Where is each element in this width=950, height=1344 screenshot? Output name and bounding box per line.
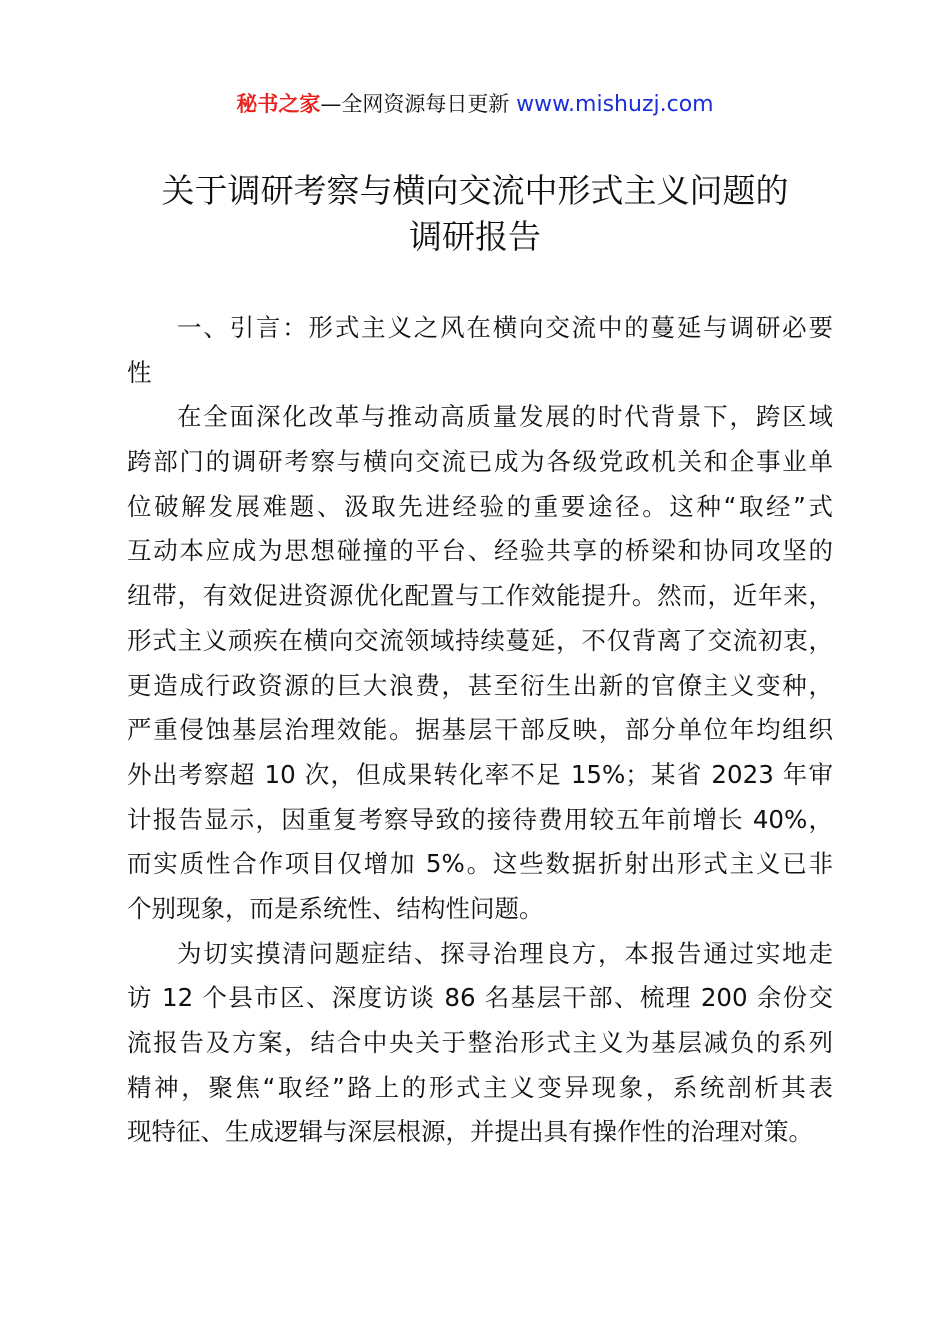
paragraph-line: 精神，聚焦“取经”路上的形式主义变异现象，系统剖析其表 [127,1072,833,1102]
heading-line: 性 [127,357,152,387]
document-title [0,168,950,260]
paragraph-line: 外出考察超 10 次，但成果转化率不足 15%；某省 2023 年审 [127,759,833,789]
paragraph [127,395,833,931]
document-body [127,306,833,1155]
paragraph-line: 严重侵蚀基层治理效能。据基层干部反映，部分单位年均组织 [127,715,833,745]
paragraph-line: 个别现象，而是系统性、结构性问题。 [127,893,544,923]
heading-line: 一、引言：形式主义之风在横向交流中的蔓延与调研必要 [177,313,833,342]
section-heading [127,306,833,395]
site-url-link[interactable]: www.mishuzj.com [516,92,714,117]
paragraph-line: 形式主义顽疾在横向交流领域持续蔓延，不仅背离了交流初衷， [127,625,833,655]
paragraph-line: 在全面深化改革与推动高质量发展的时代背景下，跨区域 [177,402,833,432]
title-line-1: 关于调研考察与横向交流中形式主义问题的 [161,171,789,210]
paragraph-line: 跨部门的调研考察与横向交流已成为各级党政机关和企事业单 [127,447,833,477]
paragraph-line: 位破解发展难题、汲取先进经验的重要途径。这种“取经”式 [127,491,833,521]
paragraph-line: 流报告及方案，结合中央关于整治形式主义为基层减负的系列 [127,1028,833,1057]
paragraph-line: 更造成行政资源的巨大浪费，甚至衍生出新的官僚主义变种， [127,670,833,700]
paragraph-line: 计报告显示，因重复考察导致的接待费用较五年前增长 40%， [127,804,833,834]
paragraph [127,932,833,1155]
paragraph-line: 访 12 个县市区、深度访谈 86 名基层干部、梳理 200 余份交 [127,983,833,1013]
paragraph-line: 为切实摸清问题症结、探寻治理良方，本报告通过实地走 [177,938,833,968]
paragraph-line: 纽带，有效促进资源优化配置与工作效能提升。然而，近年来， [127,581,833,611]
paragraph-line: 现特征、生成逻辑与深层根源，并提出具有操作性的治理对策。 [127,1117,813,1147]
header-tagline: —全网资源每日更新 [320,92,510,116]
title-line-2: 调研报告 [409,217,541,256]
paragraph-line: 互动本应成为思想碰撞的平台、经验共享的桥梁和协同攻坚的 [127,536,833,566]
paragraph-line: 而实质性合作项目仅增加 5%。这些数据折射出形式主义已非 [127,849,833,879]
site-header [0,88,950,121]
brand-name: 秘书之家 [236,92,321,116]
